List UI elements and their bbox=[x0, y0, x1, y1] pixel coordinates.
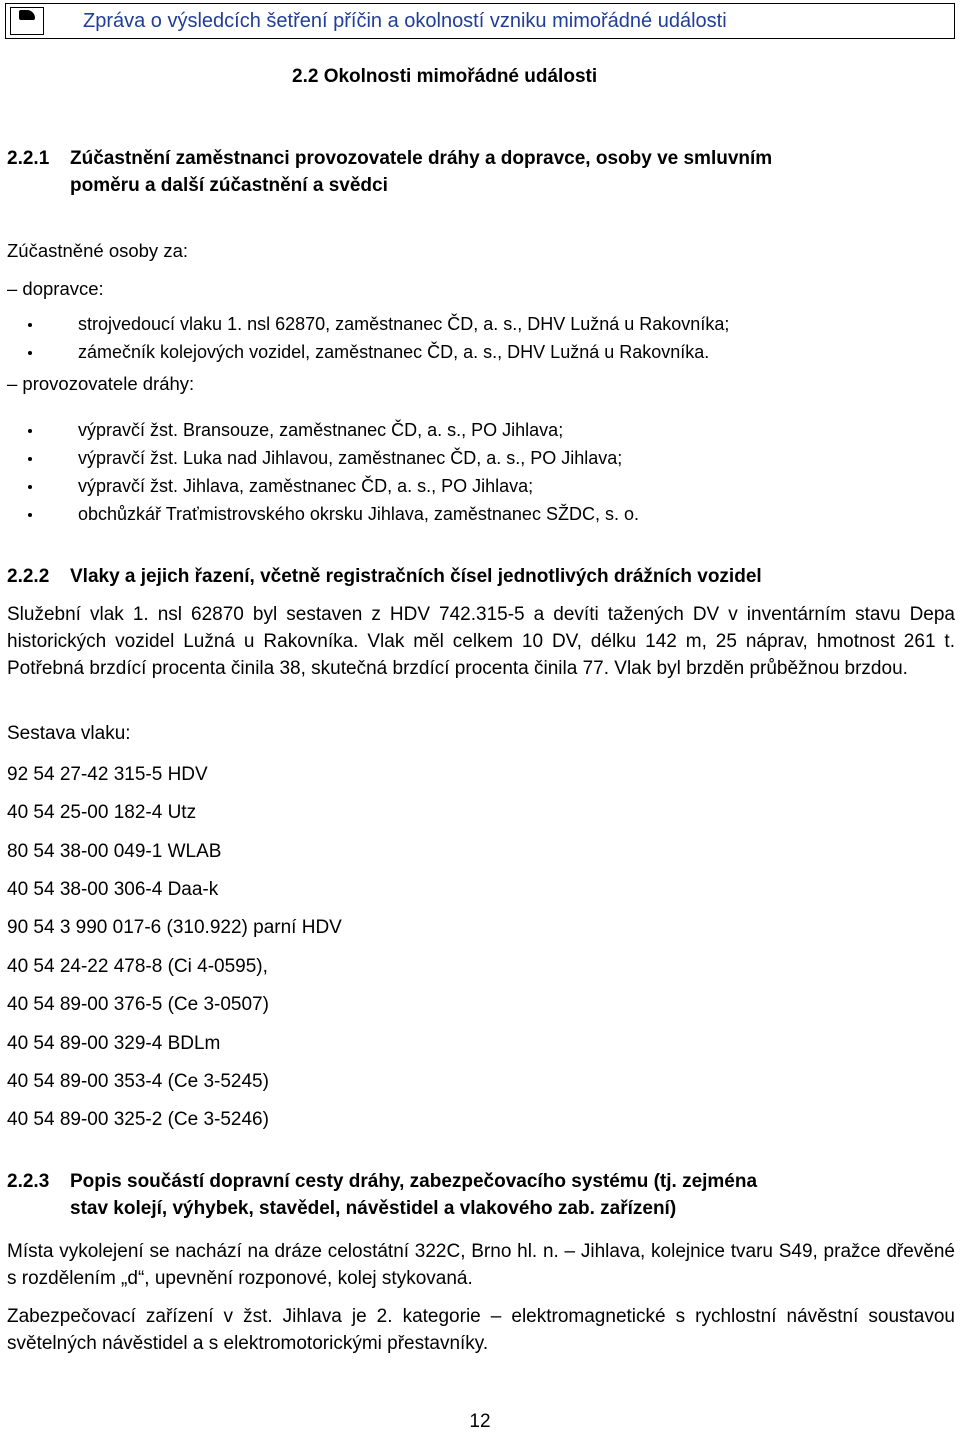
section-2-2-3-number: 2.2.3 bbox=[7, 1171, 50, 1192]
participants-intro: Zúčastněné osoby za: bbox=[7, 240, 188, 261]
bullet-icon bbox=[28, 457, 32, 461]
section-2-2-1-title-line1: Zúčastnění zaměstnanci provozovatele dráhy a dopravce, osoby ve smluvním bbox=[70, 148, 773, 169]
document-header bbox=[5, 3, 955, 39]
logo-mark-icon bbox=[19, 10, 35, 20]
inspection-logo bbox=[10, 7, 44, 35]
consist-item: 40 54 38-00 306-4 Daa-k bbox=[7, 879, 219, 900]
consist-item: 40 54 89-00 325-2 (Ce 3-5246) bbox=[7, 1109, 269, 1130]
section-2-2-1-number: 2.2.1 bbox=[7, 148, 50, 169]
consist-item: 90 54 3 990 017-6 (310.922) parní HDV bbox=[7, 917, 342, 938]
bullet-icon bbox=[28, 429, 32, 433]
section-2-2-3-title-line1: Popis součástí dopravní cesty dráhy, zabezpečovacího systému (tj. zejména bbox=[70, 1171, 758, 1192]
consist-item: 40 54 89-00 353-4 (Ce 3-5245) bbox=[7, 1071, 269, 1092]
operator-label: – provozovatele dráhy: bbox=[7, 373, 195, 394]
bullet-icon bbox=[28, 351, 32, 355]
consist-item: 40 54 24-22 478-8 (Ci 4-0595), bbox=[7, 956, 268, 977]
section-2-2-2-number: 2.2.2 bbox=[7, 566, 50, 587]
section-2-2-2-title: Vlaky a jejich řazení, včetně registračních čísel jednotlivých drážních vozidel bbox=[70, 566, 762, 587]
consist-item: 40 54 89-00 329-4 BDLm bbox=[7, 1033, 221, 1054]
carrier-label: – dopravce: bbox=[7, 278, 104, 299]
track-description: Místa vykolejení se nachází na dráze celostátní 322C, Brno hl. n. – Jihlava, kolejnice tvaru S49, pražce dřevěné s rozdělením „d“, upevnění rozponové, kolej stykovaná. bbox=[7, 1241, 955, 1289]
bullet-icon bbox=[28, 485, 32, 489]
page-number: 12 bbox=[469, 1411, 491, 1432]
signalling-description: Zabezpečovací zařízení v žst. Jihlava je 2. kategorie – elektromagnetické s rychlostní návěstní soustavou světelných návěstidel a s elektromotorickými přestavníky. bbox=[7, 1306, 955, 1354]
train-description: Služební vlak 1. nsl 62870 byl sestaven z HDV 742.315-5 a devíti tažených DV v inventárním stavu Depa historických vozidel Lužná u Rakovníka. Vlak měl celkem 10 DV, délku 142 m, 25 náprav, hmotnost 261 t. Potřebná brzdící procenta činila 38, skutečná brzdící procenta činila 77. Vlak byl brzděn průběžnou brzdou. bbox=[7, 604, 955, 679]
consist-item: 92 54 27-42 315-5 HDV bbox=[7, 764, 208, 785]
consist-item: 40 54 89-00 376-5 (Ce 3-0507) bbox=[7, 994, 269, 1015]
consist-label: Sestava vlaku: bbox=[7, 723, 131, 744]
consist-item: 80 54 38-00 049-1 WLAB bbox=[7, 841, 222, 862]
consist-item: 40 54 25-00 182-4 Utz bbox=[7, 802, 197, 823]
section-2-2-1-title-line2: poměru a další zúčastnění a svědci bbox=[70, 175, 388, 196]
section-2-2-heading: 2.2 Okolnosti mimořádné události bbox=[292, 66, 598, 87]
document-title: Zpráva o výsledcích šetření příčin a okolností vzniku mimořádné události bbox=[83, 10, 727, 32]
bullet-icon bbox=[28, 513, 32, 517]
section-2-2-3-title-line2: stav kolejí, výhybek, stavědel, návěstidel a vlakového zab. zařízení) bbox=[70, 1198, 677, 1219]
bullet-icon bbox=[28, 323, 32, 327]
